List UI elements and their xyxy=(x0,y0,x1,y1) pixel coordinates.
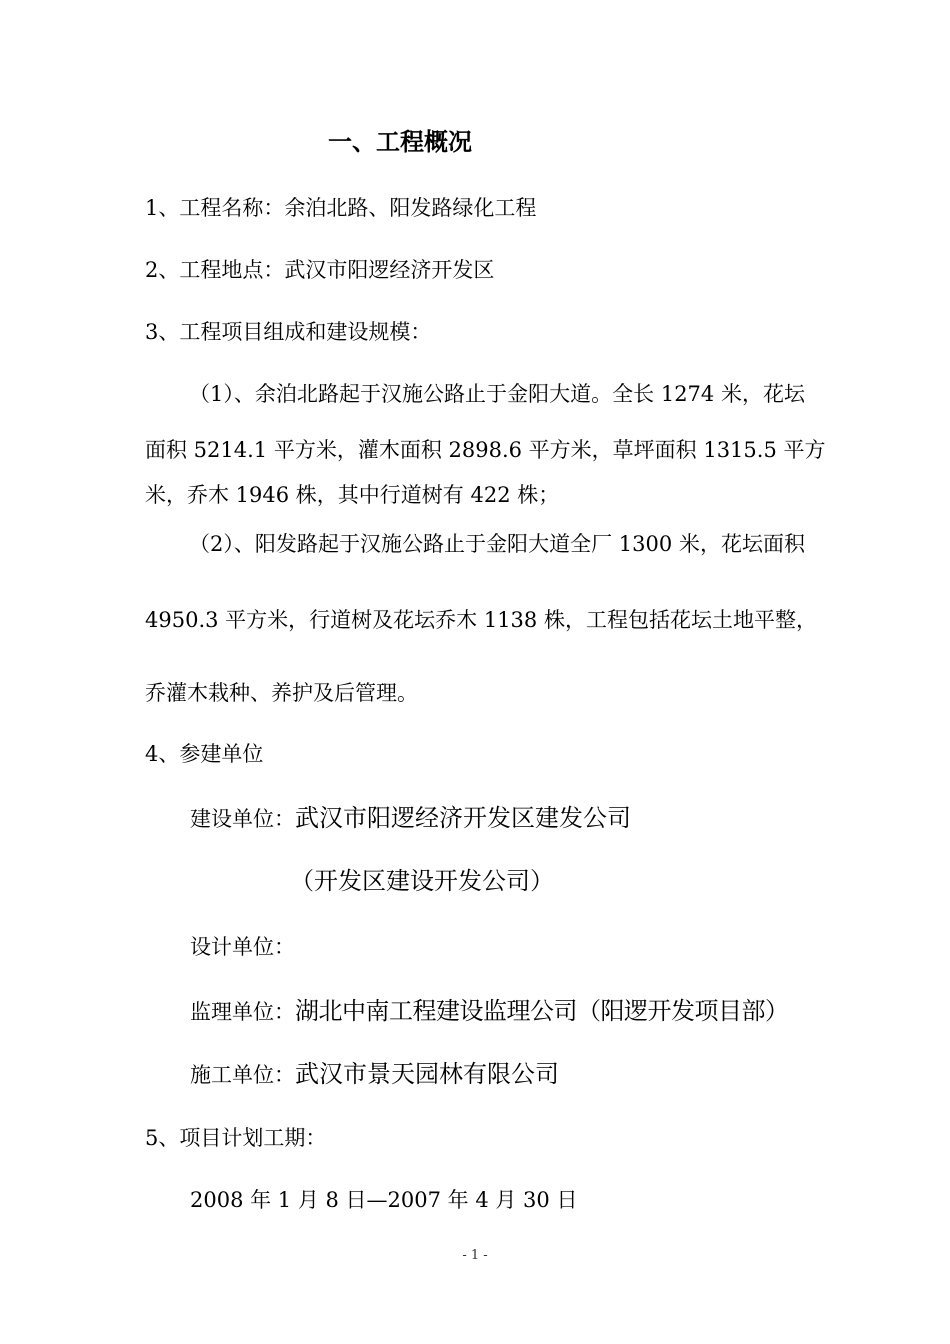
contractor-label: 施工单位： xyxy=(190,1063,295,1087)
scope-1-line-2: 面积 5214.1 平方米，灌木面积 2898.6 平方米，草坪面积 1315.5 平方 xyxy=(145,438,826,462)
scope-1-line-3: 米，乔木 1946 株，其中行道树有 422 株； xyxy=(145,483,560,507)
builder-value: 武汉市阳逻经济开发区建发公司 xyxy=(295,804,631,832)
designer-label: 设计单位： xyxy=(190,935,295,959)
builder-label: 建设单位： xyxy=(190,807,295,831)
scope-2-line-3: 乔灌木栽种、养护及后管理。 xyxy=(145,681,418,705)
scope-1-line-1: （1）、余泊北路起于汉施公路止于金阳大道。全长 1274 米，花坛 xyxy=(189,382,805,406)
page-title: 一、工程概况 xyxy=(328,128,472,156)
builder-alias: （开发区建设开发公司） xyxy=(290,867,554,895)
builder-row xyxy=(190,803,631,833)
project-name: 1、工程名称：余泊北路、阳发路绿化工程 xyxy=(145,196,537,220)
scope-2-line-2: 4950.3 平方米，行道树及花坛乔木 1138 株，工程包括花坛土地平整， xyxy=(145,608,817,632)
supervisor-label: 监理单位： xyxy=(190,1000,295,1024)
contractor-value: 武汉市景天园林有限公司 xyxy=(295,1060,559,1088)
project-location: 2、工程地点：武汉市阳逻经济开发区 xyxy=(145,258,495,282)
schedule-value: 2008 年 1 月 8 日—2007 年 4 月 30 日 xyxy=(190,1188,578,1212)
units-heading: 4、参建单位 xyxy=(145,742,264,766)
supervisor-value: 湖北中南工程建设监理公司（阳逻开发项目部） xyxy=(295,997,789,1025)
page-number: - 1 - xyxy=(462,1248,488,1263)
project-scope-heading: 3、工程项目组成和建设规模： xyxy=(145,320,432,344)
scope-2-line-1: （2）、阳发路起于汉施公路止于金阳大道全厂 1300 米，花坛面积 xyxy=(189,532,805,556)
schedule-heading: 5、项目计划工期： xyxy=(145,1126,327,1150)
contractor-row xyxy=(190,1059,559,1089)
supervisor-row xyxy=(190,996,789,1026)
